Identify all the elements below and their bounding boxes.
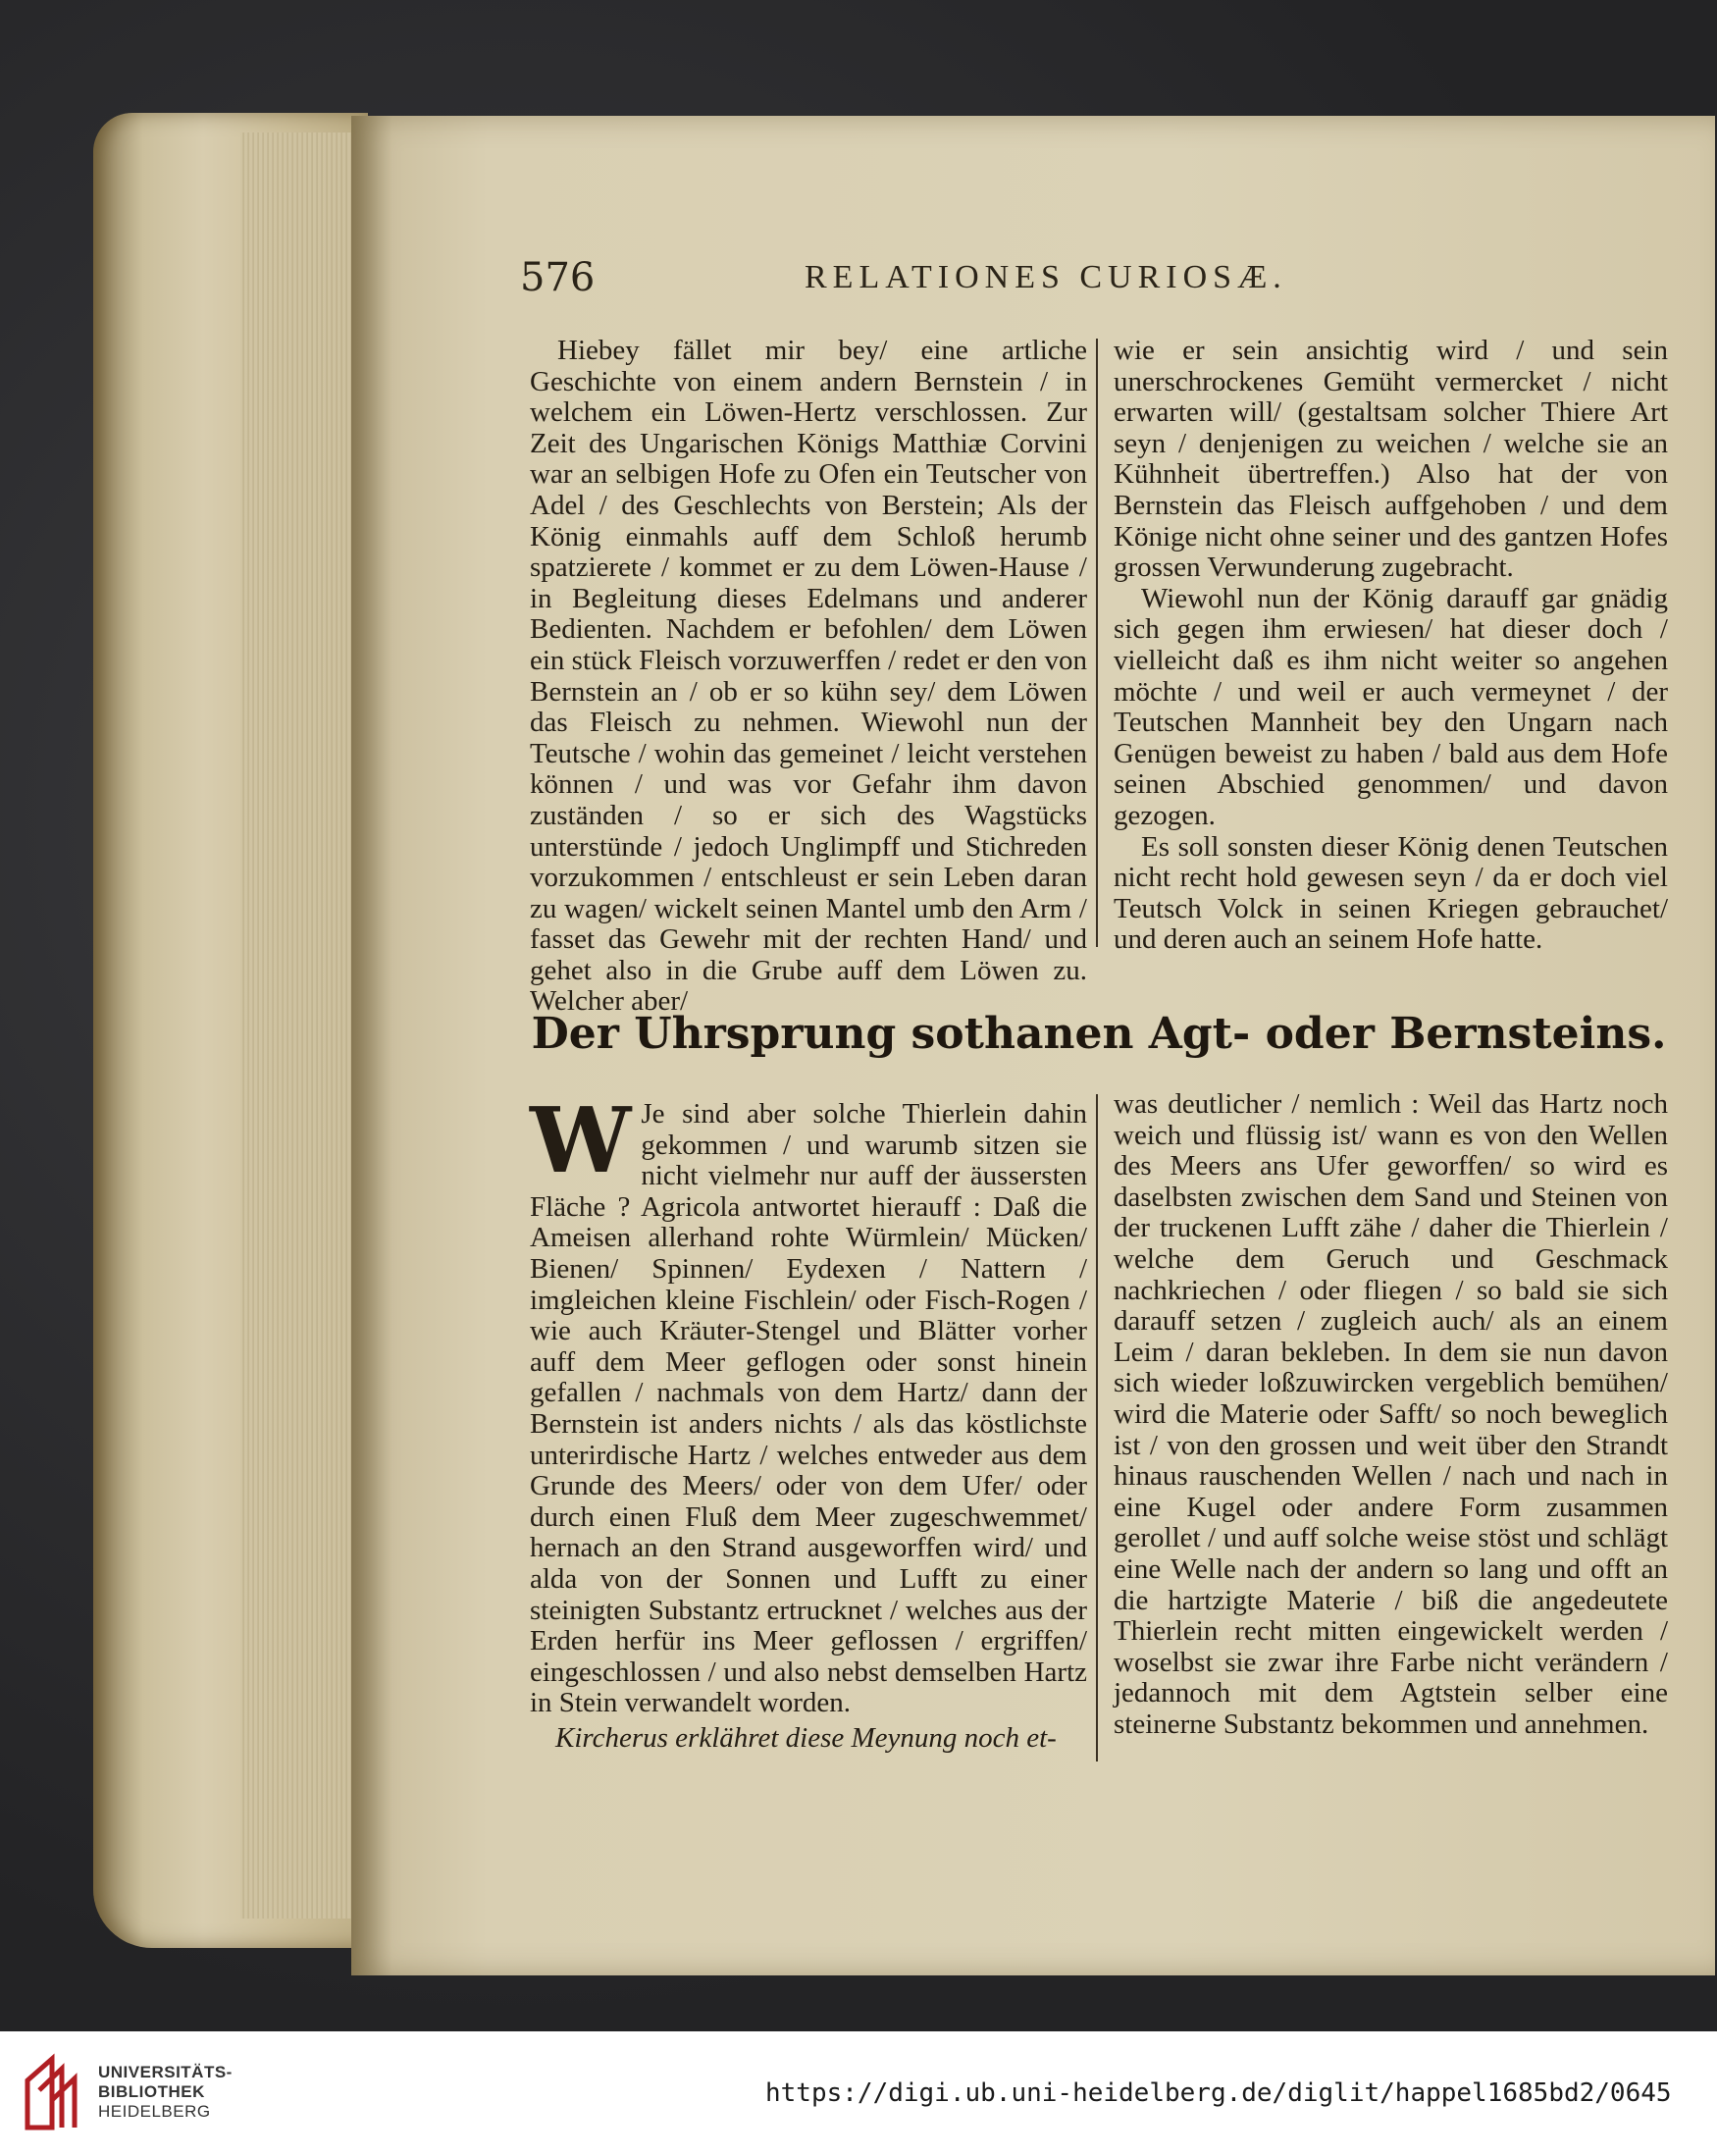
university-library-logo-icon[interactable] xyxy=(18,2051,86,2135)
paragraph: Je sind aber solche Thierlein dahin gekommen / und warumb sitzen sie nicht vielmehr nur auff der äussersten Fläche ? Agricola antwortet hierauff : Daß die Ameisen allerhand rohte Würmlein/ Mücken/ Bienen/ Spinnen/ Eydexen / Nattern / imgleichen kleine Fischlein/ oder Fisch-Rogen / wie auch Kräuter-Stengel und Blätter vorher auff dem Meer geflogen oder sonst hinein gefallen / nachmals von dem Hartz/ dann der Bernstein ist anders nichts / als das köstlichste unterirdische Hartz / welches entweder aus dem Grunde des Meers/ oder von dem Ufer/ oder durch einen Fluß dem Meer zugeschwemmet/ hernach an den Strand ausgeworffen wird/ und alda von der Sonnen und Lufft zu einer steinigten Substantz ertrucknet / welches aus der Erden herfür ins Meer geflossen / ergriffen/ eingeschlossen / und also nebst demselben Hartz in Stein verwandelt worden. xyxy=(530,1098,1087,1719)
paragraph: Es soll sonsten dieser König denen Teutschen nicht recht hold gewesen seyn / da er doch viel Teutsch Volck in seinen Kriegen gebrauchet/ und deren auch an seinem Hofe hatte. xyxy=(1114,830,1668,956)
running-title: RELATIONES CURIOSÆ. xyxy=(805,259,1287,295)
paragraph: Wiewohl nun der König darauff gar gnädig sich gegen ihm erwiesen/ hat dieser doch / vielleicht daß es ihm nicht weiter so angehen möchte / und weil er auch vermeynet / der Teutschen Mannheit bey den Ungarn nach Genügen beweist zu haben / bald aus dem Hofe seinen Abschied genommen/ und davon gezogen. xyxy=(1114,582,1668,831)
lower-right-column xyxy=(1114,1089,1668,1740)
column-divider xyxy=(1096,339,1098,947)
library-name[interactable] xyxy=(98,2063,233,2122)
logo-line: HEIDELBERG xyxy=(98,2102,211,2121)
logo-line: UNIVERSITÄTS- xyxy=(98,2063,233,2081)
section-heading: Der Uhrsprung sothanen Agt- oder Bernsteins. xyxy=(531,1009,1667,1059)
viewer-footer xyxy=(0,2031,1717,2156)
upper-right-column xyxy=(1114,336,1668,956)
paragraph: was deutlicher / nemlich : Weil das Hartz noch weich und flüssig ist/ wann es von den Wellen des Meers ans Ufer geworffen/ so wird es daselbsten zwischen dem Sand und Steinen von der truckenen Lufft zähe / daher die Thierlein / welche dem Geruch und Geschmack nachkriechen / oder fliegen / so bald sie sich darauff setzen / zugleich auch/ als an einem Leim / daran bekleben. In dem sie nun davon sich wieder loßzuwircken vergeblich bemühen/ wird die Materie oder Safft/ so noch beweglich ist / von den grossen und weit über den Strandt hinaus rauschenden Wellen / nach und nach in eine Kugel oder andere Form zusammen gerollet / und auff solche weise stöst und schlägt eine Welle nach der andern so lang und offt an die hartzigte Materie / biß die angedeutete Thierlein recht mitten eingewickelt werden / woselbst sie zwar ihre Farbe nicht verändern / jedannoch mit dem Agtstein selber eine steinerne Substantz bekommen und annehmen. xyxy=(1114,1088,1668,1740)
paragraph: Hiebey fället mir bey/ eine artliche Geschichte von einem andern Bernstein / in welchem ein Löwen-Hertz verschlossen. Zur Zeit des Ungarischen Königs Matthiæ Corvini war an selbigen Hofe zu Ofen ein Teutscher von Adel / des Geschlechts von Berstein; Als der König einmahls auff dem Schloß herumb spatzierete / kommet er zu dem Löwen-Hause / in Begleitung dieses Edelmans und anderer Bedienten. Nachdem er befohlen/ dem Löwen ein stück Fleisch vorzuwerffen / redet er den von Bernstein an / ob er so kühn sey/ dem Löwen das Fleisch zu nehmen. Wiewohl nun der Teutsche / wohin das gemeinet / leicht verstehen können / und was vor Gefahr ihm davon zuständen / so er sich des Wagstücks unterstünde / jedoch Unglimpff und Stichreden vorzukommen / entschleust er sein Leben daran zu wagen/ wickelt seinen Mantel umb den Arm / fasset das Gewehr mit der rechten Hand/ und gehet also in die Grube auff dem Löwen zu. Welcher aber/ xyxy=(530,335,1087,1018)
page-number: 576 xyxy=(520,255,596,300)
page-header xyxy=(520,255,1639,314)
column-divider xyxy=(1096,1094,1098,1762)
page-edges xyxy=(240,132,358,1919)
catchword-line: Kircherus erklähret diese Meynung noch et- xyxy=(555,1722,1057,1754)
logo-line: BIBLIOTHEK xyxy=(98,2082,205,2101)
book-fore-edge xyxy=(93,113,368,1948)
paragraph: wie er sein ansichtig wird / und sein unerschrockenes Gemüht vermercket / nicht erwarten will/ (gestaltsam solcher Thiere Art seyn / denjenigen zu weichen / welche sie an Kühnheit übertreffen.) Also hat der von Bernstein das Fleisch auffgehoben / und dem Könige nicht ohne seiner und des gantzen Hofes grossen Verwunderung zugebracht. xyxy=(1114,335,1668,584)
drop-cap: W xyxy=(530,1087,632,1193)
upper-left-column xyxy=(530,336,1087,1018)
lower-left-column xyxy=(530,1087,1087,1719)
permalink-url[interactable]: https://digi.ub.uni-heidelberg.de/diglit/happel1685bd2/0645 xyxy=(765,2078,1672,2108)
